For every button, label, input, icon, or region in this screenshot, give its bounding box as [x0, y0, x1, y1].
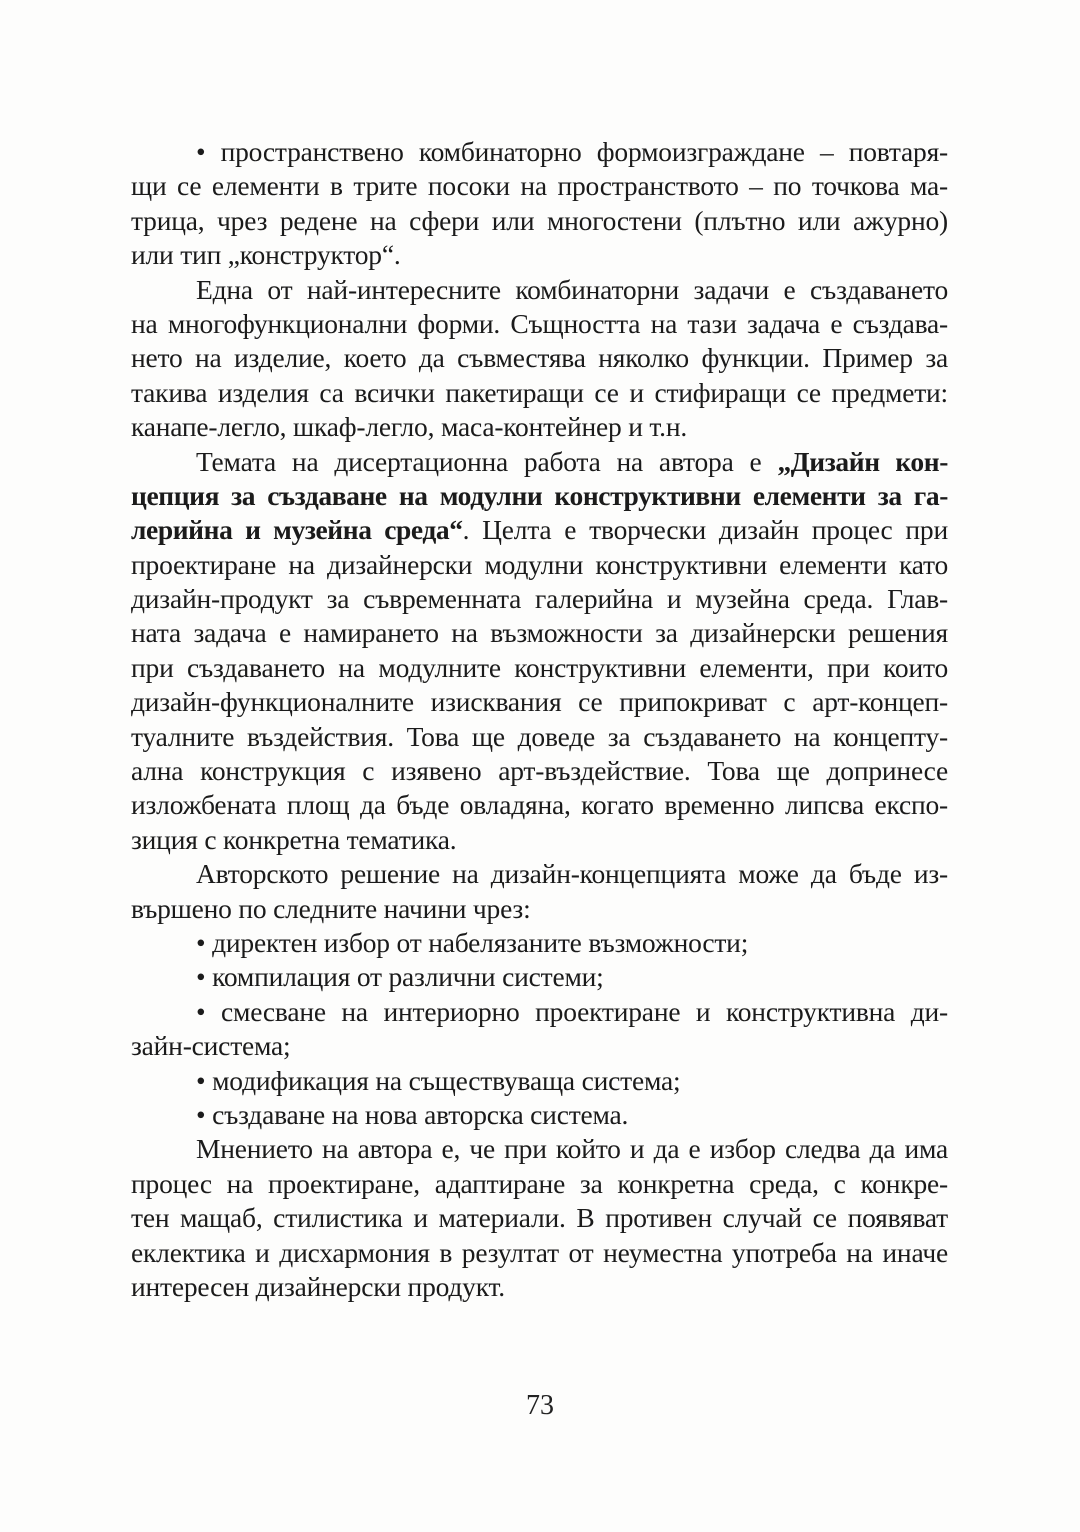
text-run: ната задача е намирането на възможности за дизайнерски решения — [131, 617, 948, 649]
text-line — [131, 892, 948, 926]
text-run: трица, чрез редене на сфери или многостени (плътно или ажурно) — [131, 204, 948, 236]
paragraph-multifunctional-forms — [131, 273, 948, 445]
text-run: щи се елементи в трите посоки на пространството – по точкова ма- — [131, 170, 948, 202]
text-run: такива изделия са всички пакетиращи се и стифиращи се предмети: — [131, 376, 948, 408]
text-run: • директен избор от набелязаните възможности; — [196, 926, 749, 958]
text-line — [131, 341, 948, 375]
text-run: процес на проектиране, адаптиране за конкретна среда, с конкре- — [131, 1167, 948, 1199]
text-line — [131, 169, 948, 203]
text-line — [131, 273, 948, 307]
bold-text-run: лерийна и музейна среда“ — [131, 514, 463, 546]
text-run: ална конструкция с изявено арт-въздействие. Това ще допринесе — [131, 755, 948, 787]
text-line — [131, 754, 948, 788]
text-line — [131, 995, 948, 1029]
text-run: зиция с конкретна тематика. — [131, 823, 457, 855]
paragraph-dissertation-theme — [131, 445, 948, 858]
text-line — [131, 1201, 948, 1235]
text-line — [131, 1132, 948, 1166]
text-line — [131, 1270, 948, 1304]
text-line — [131, 376, 948, 410]
text-run: • компилация от различни системи; — [196, 961, 604, 993]
text-line — [131, 1236, 948, 1270]
text-line — [131, 1029, 948, 1063]
page-number: 73 — [526, 1390, 554, 1421]
text-line — [131, 685, 948, 719]
text-line — [131, 445, 948, 479]
text-line — [131, 1064, 948, 1098]
text-run: • смесване на интериорно проектиране и конструктивна ди- — [196, 995, 948, 1027]
text-run: • модификация на съществуваща система; — [196, 1064, 681, 1096]
bullet-compilation — [131, 960, 948, 994]
text-block — [131, 135, 948, 1304]
text-line — [131, 582, 948, 616]
bullet-mixing — [131, 995, 948, 1064]
text-line — [131, 135, 948, 169]
text-line — [131, 204, 948, 238]
bullet-direct-choice — [131, 926, 948, 960]
text-run: • пространствено комбинаторно формоизграждане – повтаря- — [196, 136, 948, 167]
text-run: туалните въздействия. Това ще доведе за създаването на концепту- — [131, 720, 948, 752]
text-run: дизайн-функционалните изисквания се припокриват с арт-концеп- — [131, 686, 948, 718]
text-line — [131, 823, 948, 857]
text-line — [131, 1098, 948, 1132]
text-line — [131, 548, 948, 582]
text-run: • създаване на нова авторска система. — [196, 1098, 629, 1130]
text-run: интересен дизайнерски продукт. — [131, 1270, 505, 1302]
text-run: вършено по следните начини чрез: — [131, 892, 531, 924]
text-run: на многофункционални форми. Същността на тази задача е създава- — [131, 307, 948, 339]
text-run: проектиране на дизайнерски модулни конструктивни елементи като — [131, 548, 948, 580]
text-run: Една от най-интересните комбинаторни задачи е създаването — [196, 273, 948, 305]
text-line — [131, 307, 948, 341]
paragraph-author-opinion — [131, 1132, 948, 1304]
text-run: . Целта е творчески дизайн процес при — [462, 514, 948, 546]
text-run: при създаването на модулните конструктивни елементи, при които — [131, 651, 948, 683]
bullet-modification — [131, 1064, 948, 1098]
text-line — [131, 720, 948, 754]
text-run: Темата на дисертационна работа на автора е — [196, 445, 778, 477]
text-run: нето на изделие, което да съвместява няколко функции. Пример за — [131, 342, 948, 374]
text-run: изложбената площ да бъде овладяна, когато временно липсва експо- — [131, 789, 948, 821]
text-line — [131, 616, 948, 650]
text-run: канапе-легло, шкаф-легло, маса-контейнер и т.н. — [131, 411, 688, 443]
text-run: Мнението на автора е, че при който и да е избор следва да има — [196, 1133, 948, 1165]
text-run: зайн-система; — [131, 1030, 291, 1062]
text-line — [131, 788, 948, 822]
text-run: тен мащаб, стилистика и материали. В противен случай се появяват — [131, 1202, 948, 1234]
bullet-paragraph-combinatorics — [131, 135, 948, 273]
text-line — [131, 926, 948, 960]
text-line — [131, 857, 948, 891]
paragraph-author-solution — [131, 857, 948, 926]
bold-text-run: цепция за създаване на модулни конструктивни елементи за га- — [131, 479, 948, 511]
bold-text-run: „Дизайн кон- — [777, 445, 948, 477]
text-run: Авторското решение на дизайн-концепцията може да бъде из- — [196, 858, 948, 890]
bullet-new-system — [131, 1098, 948, 1132]
text-line — [131, 479, 948, 513]
text-line — [131, 651, 948, 685]
text-line — [131, 238, 948, 272]
text-line — [131, 410, 948, 444]
text-line — [131, 513, 948, 547]
text-run: еклектика и дисхармония в резултат от неуместна употреба на иначе — [131, 1236, 948, 1268]
text-line — [131, 1167, 948, 1201]
text-run: или тип „конструктор“. — [131, 239, 401, 271]
text-run: дизайн-продукт за съвременната галерийна и музейна среда. Глав- — [131, 583, 948, 615]
text-line — [131, 960, 948, 994]
